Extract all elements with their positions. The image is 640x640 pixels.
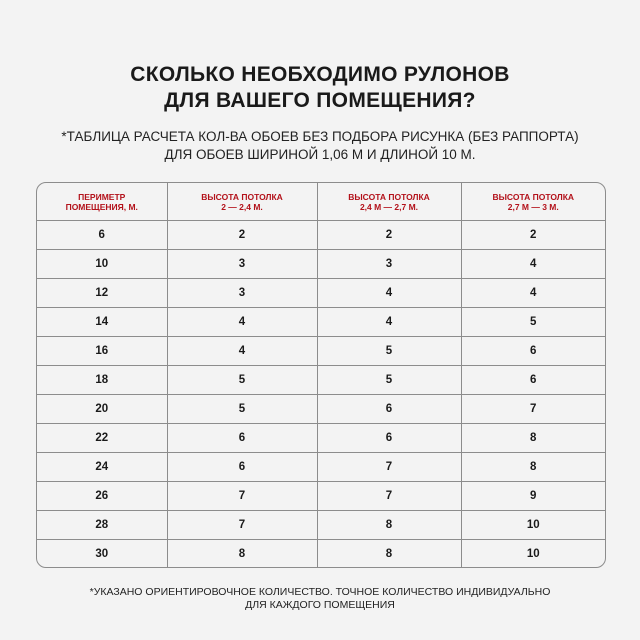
footnote <box>0 586 640 612</box>
rolls-count-cell: 9 <box>461 482 605 511</box>
header-height-1-line-1: ВЫСОТА ПОТОЛКА <box>201 191 283 202</box>
rolls-count-cell: 6 <box>461 366 605 395</box>
perimeter-cell: 22 <box>37 424 167 453</box>
perimeter-cell: 16 <box>37 337 167 366</box>
rolls-count-cell: 7 <box>461 395 605 424</box>
table-row <box>37 366 605 395</box>
footnote-line-2: ДЛЯ КАЖДОГО ПОМЕЩЕНИЯ <box>245 599 395 611</box>
header-height-2-line-2: 2,4 М — 2,7 М. <box>359 201 419 212</box>
rolls-count-cell: 8 <box>317 511 461 540</box>
perimeter-cell: 28 <box>37 511 167 540</box>
perimeter-cell: 20 <box>37 395 167 424</box>
rolls-count-cell: 3 <box>317 250 461 279</box>
table-row <box>37 482 605 511</box>
table-row <box>37 221 605 250</box>
rolls-count-cell: 5 <box>317 337 461 366</box>
table-row <box>37 424 605 453</box>
rolls-count-cell: 6 <box>317 424 461 453</box>
table-row <box>37 337 605 366</box>
page-title <box>0 62 640 114</box>
wallpaper-rolls-table <box>36 182 606 568</box>
rolls-count-cell: 3 <box>167 279 317 308</box>
rolls-count-cell: 5 <box>167 366 317 395</box>
perimeter-cell: 18 <box>37 366 167 395</box>
subtitle-line-2: ДЛЯ ОБОЕВ ШИРИНОЙ 1,06 М И ДЛИНОЙ 10 М. <box>164 147 476 162</box>
rolls-count-cell: 2 <box>317 221 461 250</box>
rolls-count-cell: 6 <box>317 395 461 424</box>
rolls-count-cell: 8 <box>317 540 461 569</box>
rolls-count-cell: 4 <box>461 279 605 308</box>
rolls-table <box>37 183 605 568</box>
rolls-count-cell: 4 <box>317 279 461 308</box>
table-header-row <box>37 183 605 221</box>
header-perimeter-line-1: ПЕРИМЕТР <box>78 191 126 202</box>
header-height-2-line-1: ВЫСОТА ПОТОЛКА <box>348 191 430 202</box>
rolls-count-cell: 2 <box>167 221 317 250</box>
rolls-count-cell: 7 <box>167 511 317 540</box>
rolls-count-cell: 5 <box>317 366 461 395</box>
header-perimeter <box>37 183 167 221</box>
header-height-2-4-2-7 <box>317 183 461 221</box>
table-row <box>37 308 605 337</box>
rolls-count-cell: 7 <box>167 482 317 511</box>
rolls-count-cell: 2 <box>461 221 605 250</box>
rolls-count-cell: 5 <box>461 308 605 337</box>
table-row <box>37 279 605 308</box>
footnote-line-1: *УКАЗАНО ОРИЕНТИРОВОЧНОЕ КОЛИЧЕСТВО. ТОЧНОЕ КОЛИЧЕСТВО ИНДИВИДУАЛЬНО <box>89 586 551 598</box>
header-height-2-2-4 <box>167 183 317 221</box>
rolls-count-cell: 3 <box>167 250 317 279</box>
rolls-count-cell: 8 <box>167 540 317 569</box>
subtitle-line-1: *ТАБЛИЦА РАСЧЕТА КОЛ-ВА ОБОЕВ БЕЗ ПОДБОРА РИСУНКА (БЕЗ РАППОРТА) <box>61 129 579 144</box>
rolls-count-cell: 10 <box>461 511 605 540</box>
table-description <box>0 128 640 164</box>
table-row <box>37 395 605 424</box>
rolls-count-cell: 8 <box>461 424 605 453</box>
perimeter-cell: 6 <box>37 221 167 250</box>
table-body <box>37 221 605 569</box>
rolls-count-cell: 4 <box>167 308 317 337</box>
header-height-3-line-2: 2,7 М — 3 М. <box>507 201 559 212</box>
perimeter-cell: 24 <box>37 453 167 482</box>
table-row <box>37 250 605 279</box>
rolls-count-cell: 6 <box>167 453 317 482</box>
header-perimeter-line-2: ПОМЕЩЕНИЯ, М. <box>65 201 138 212</box>
rolls-count-cell: 8 <box>461 453 605 482</box>
rolls-count-cell: 4 <box>461 250 605 279</box>
perimeter-cell: 12 <box>37 279 167 308</box>
rolls-count-cell: 10 <box>526 548 540 560</box>
table-row <box>37 511 605 540</box>
perimeter-cell: 14 <box>37 308 167 337</box>
table-row <box>37 540 605 569</box>
perimeter-cell: 30 <box>37 540 167 569</box>
perimeter-cell: 10 <box>37 250 167 279</box>
header-height-1-line-2: 2 — 2,4 М. <box>221 201 263 212</box>
rolls-count-cell: 4 <box>167 337 317 366</box>
rolls-count-cell: 5 <box>167 395 317 424</box>
rolls-count-cell: 6 <box>167 424 317 453</box>
header-height-3-line-1: ВЫСОТА ПОТОЛКА <box>492 191 575 202</box>
rolls-count-cell: 7 <box>317 453 461 482</box>
title-line-2: ДЛЯ ВАШЕГО ПОМЕЩЕНИЯ? <box>164 89 476 112</box>
title-line-1: СКОЛЬКО НЕОБХОДИМО РУЛОНОВ <box>130 63 510 86</box>
rolls-count-cell: 7 <box>317 482 461 511</box>
table-row <box>37 453 605 482</box>
rolls-count-cell: 6 <box>461 337 605 366</box>
perimeter-cell: 26 <box>37 482 167 511</box>
rolls-count-cell: 4 <box>317 308 461 337</box>
header-height-2-7-3 <box>461 183 605 221</box>
